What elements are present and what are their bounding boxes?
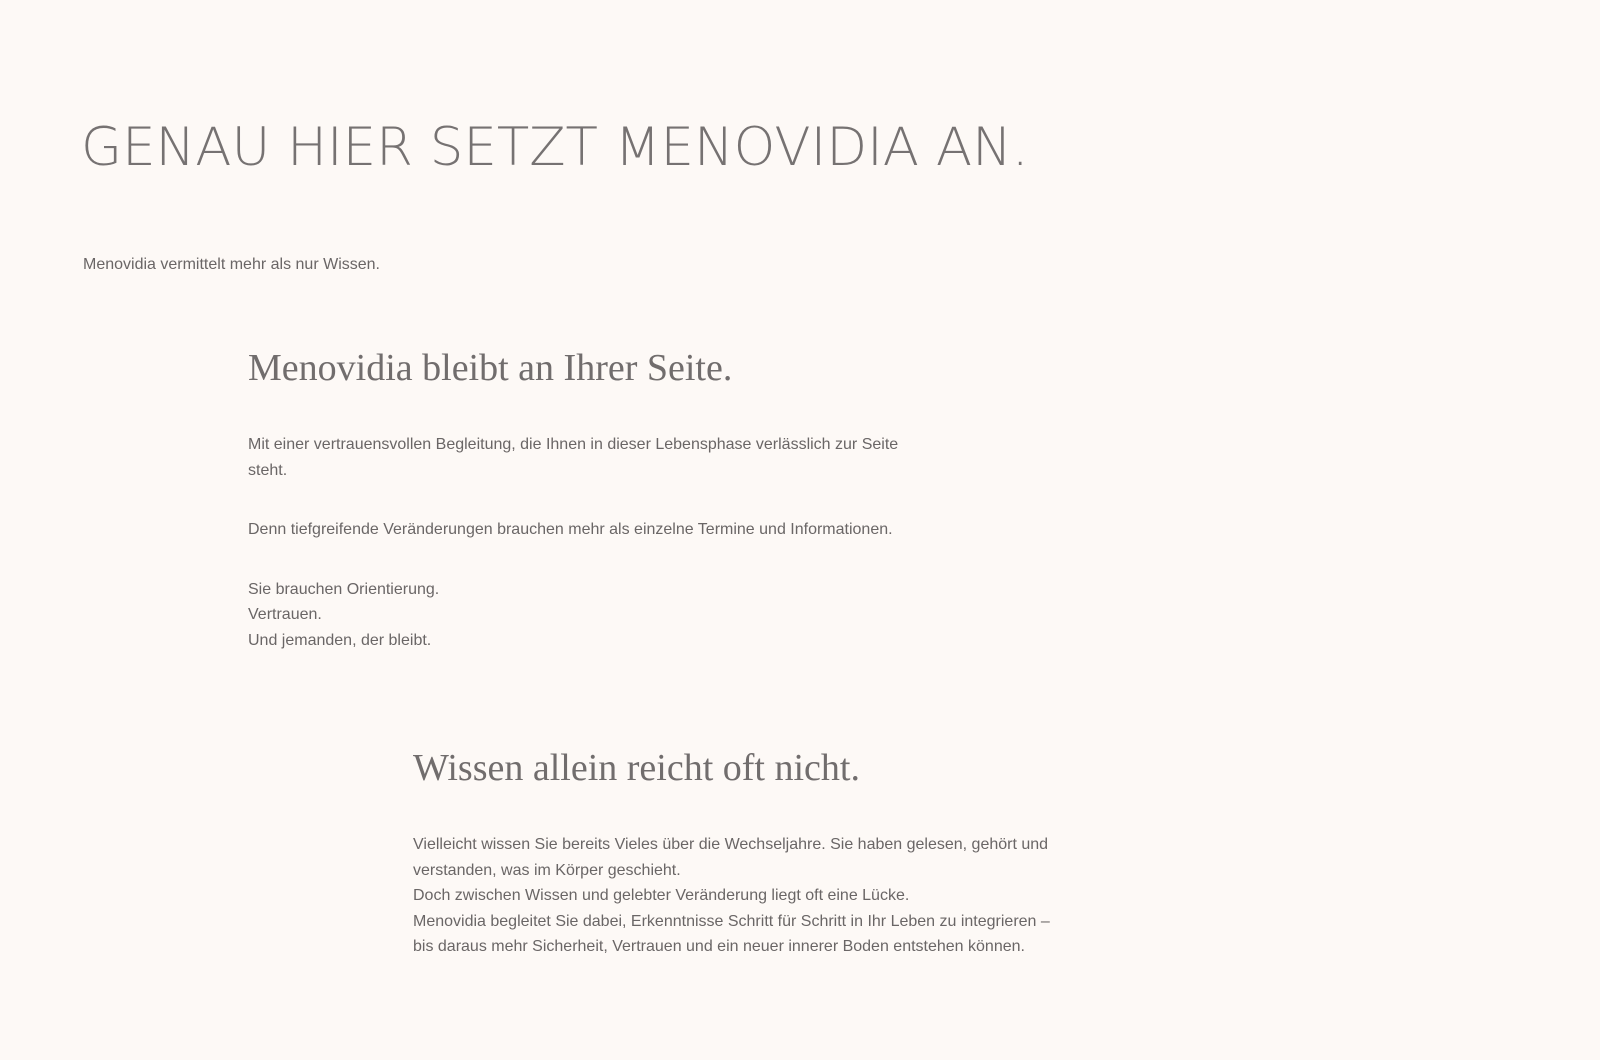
paragraph-line: Vertrauen.	[248, 606, 322, 623]
paragraph-line: Doch zwischen Wissen und gelebter Veränderung liegt oft eine Lücke.	[413, 887, 910, 904]
section-paragraph	[248, 577, 908, 654]
intro-text: Menovidia vermittelt mehr als nur Wissen.	[83, 256, 380, 273]
section-heading: Wissen allein reicht oft nicht.	[413, 747, 860, 789]
page-title: GENAU HIER SETZT MENOVIDIA AN.	[81, 117, 1029, 178]
section-stays-by-your-side	[248, 344, 908, 653]
section-paragraph: Denn tiefgreifende Veränderungen brauchen mehr als einzelne Termine und Informationen.	[248, 521, 893, 538]
section-paragraph	[413, 832, 1063, 960]
paragraph-line: Menovidia begleitet Sie dabei, Erkenntnisse Schritt für Schritt in Ihr Leben zu integrieren – bis daraus mehr Sicherheit, Vertrauen und ein neuer innerer Boden entstehen können.	[413, 912, 1050, 955]
paragraph-line: Vielleicht wissen Sie bereits Vieles über die Wechseljahre. Sie haben gelesen, gehört und verstanden, was im Körper geschieht.	[413, 836, 1049, 879]
section-knowledge-not-enough	[413, 744, 1063, 960]
section-paragraph: Mit einer vertrauensvollen Begleitung, die Ihnen in dieser Lebensphase verlässlich zur Seite steht.	[248, 436, 899, 479]
section-heading: Menovidia bleibt an Ihrer Seite.	[248, 347, 733, 389]
paragraph-line: Und jemanden, der bleibt.	[248, 631, 432, 649]
paragraph-line: Sie brauchen Orientierung.	[248, 580, 440, 598]
